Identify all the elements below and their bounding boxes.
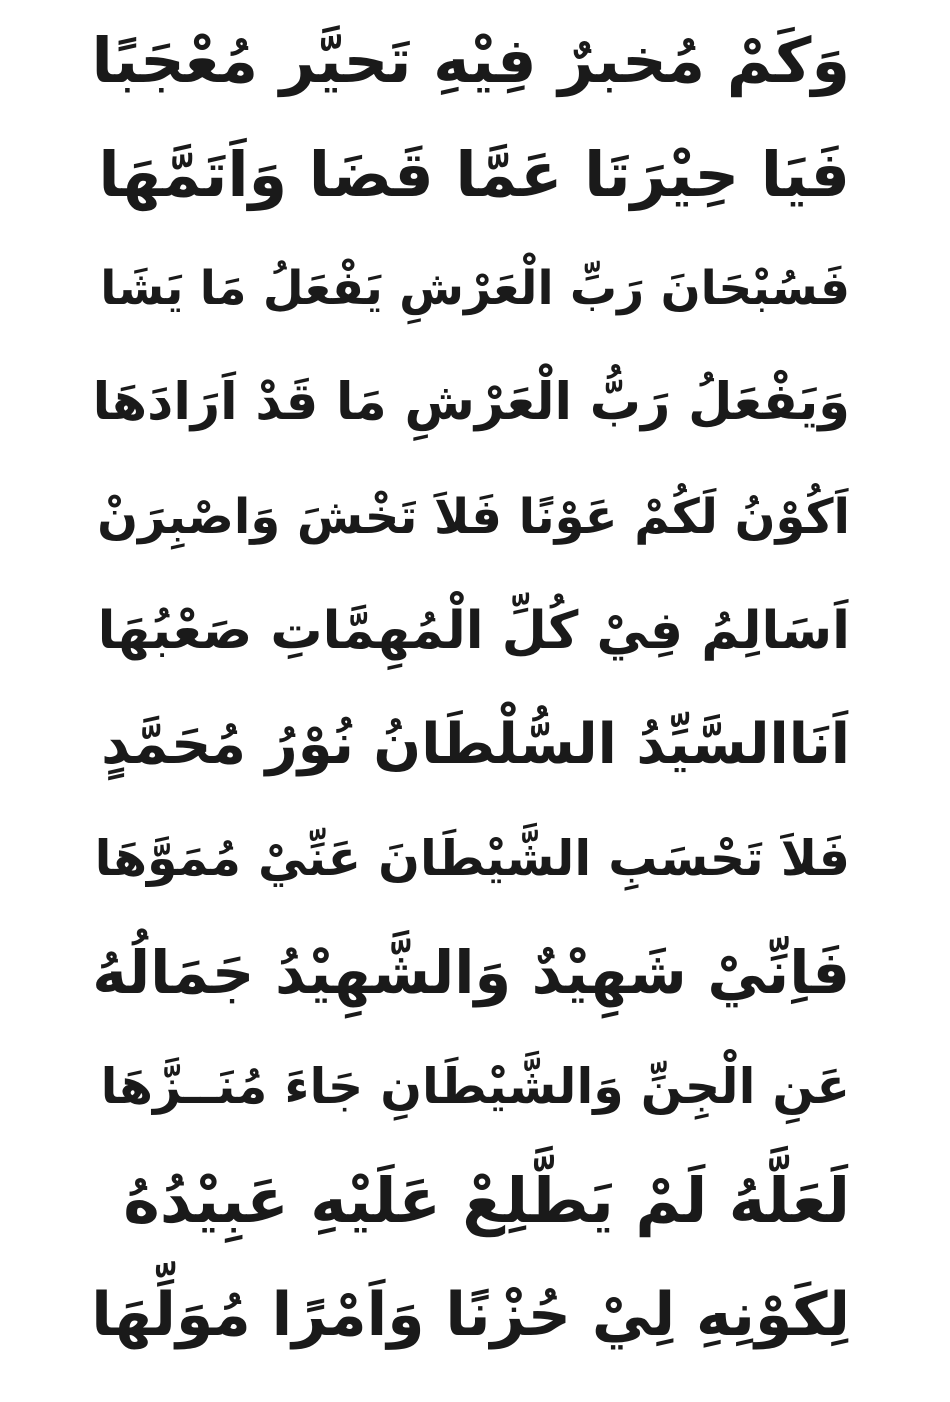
poem-line: لَعَلَّهُ لَمْ يَطَّلِعْ عَلَيْهِ عَبِيْدُهُ (123, 1164, 850, 1237)
poem-line: وَكَمْ مُخبرٌ فِيْهِ تَحيَّر مُعْجَبًا (91, 24, 850, 97)
poem-line: اَكُوْنُ لَكُمْ عَوْنًا فَلاَ تَخْشَ وَاصْبِرَنْ (97, 489, 850, 545)
poem-line: فَيَا حِيْرَتَا عَمَّا قَضَا وَاَتَمَّهَا (98, 138, 850, 211)
poem-verses (90, 0, 850, 1402)
poem-line: اَسَالِمُ فِيْ كُلِّ الْمُهِمَّاتِ صَعْبُهَا (97, 601, 850, 661)
poem-line: وَيَفْعَلُ رَبُّ الْعَرْشِ مَا قَدْ اَرَادَهَا (92, 373, 850, 432)
poem-line: فَسُبْحَانَ رَبِّ الْعَرْشِ يَفْعَلُ مَا يَشَا (100, 261, 850, 316)
poem-line: لِكَوْنِهِ لِيْ حُزْنًا وَاَمْرًا مُوَلِّهَا (91, 1280, 850, 1350)
poem-line: فَلاَ تَحْسَبِ الشَّيْطَانَ عَنِّيْ مُمَوَّهَا (94, 830, 850, 887)
poem-line: اَنَاالسَّيِّدُ السُّلْطَانُ نُوْرُ مُحَمَّدٍ (101, 712, 850, 777)
poem-line: عَنِ الْجِنِّ وَالشَّيْطَانِ جَاءَ مُنَــزَّهَا (100, 1058, 850, 1115)
poem-line: فَاِنِّيْ شَهِيْدٌ وَالشَّهِيْدُ جَمَالُهُ (92, 938, 850, 1007)
